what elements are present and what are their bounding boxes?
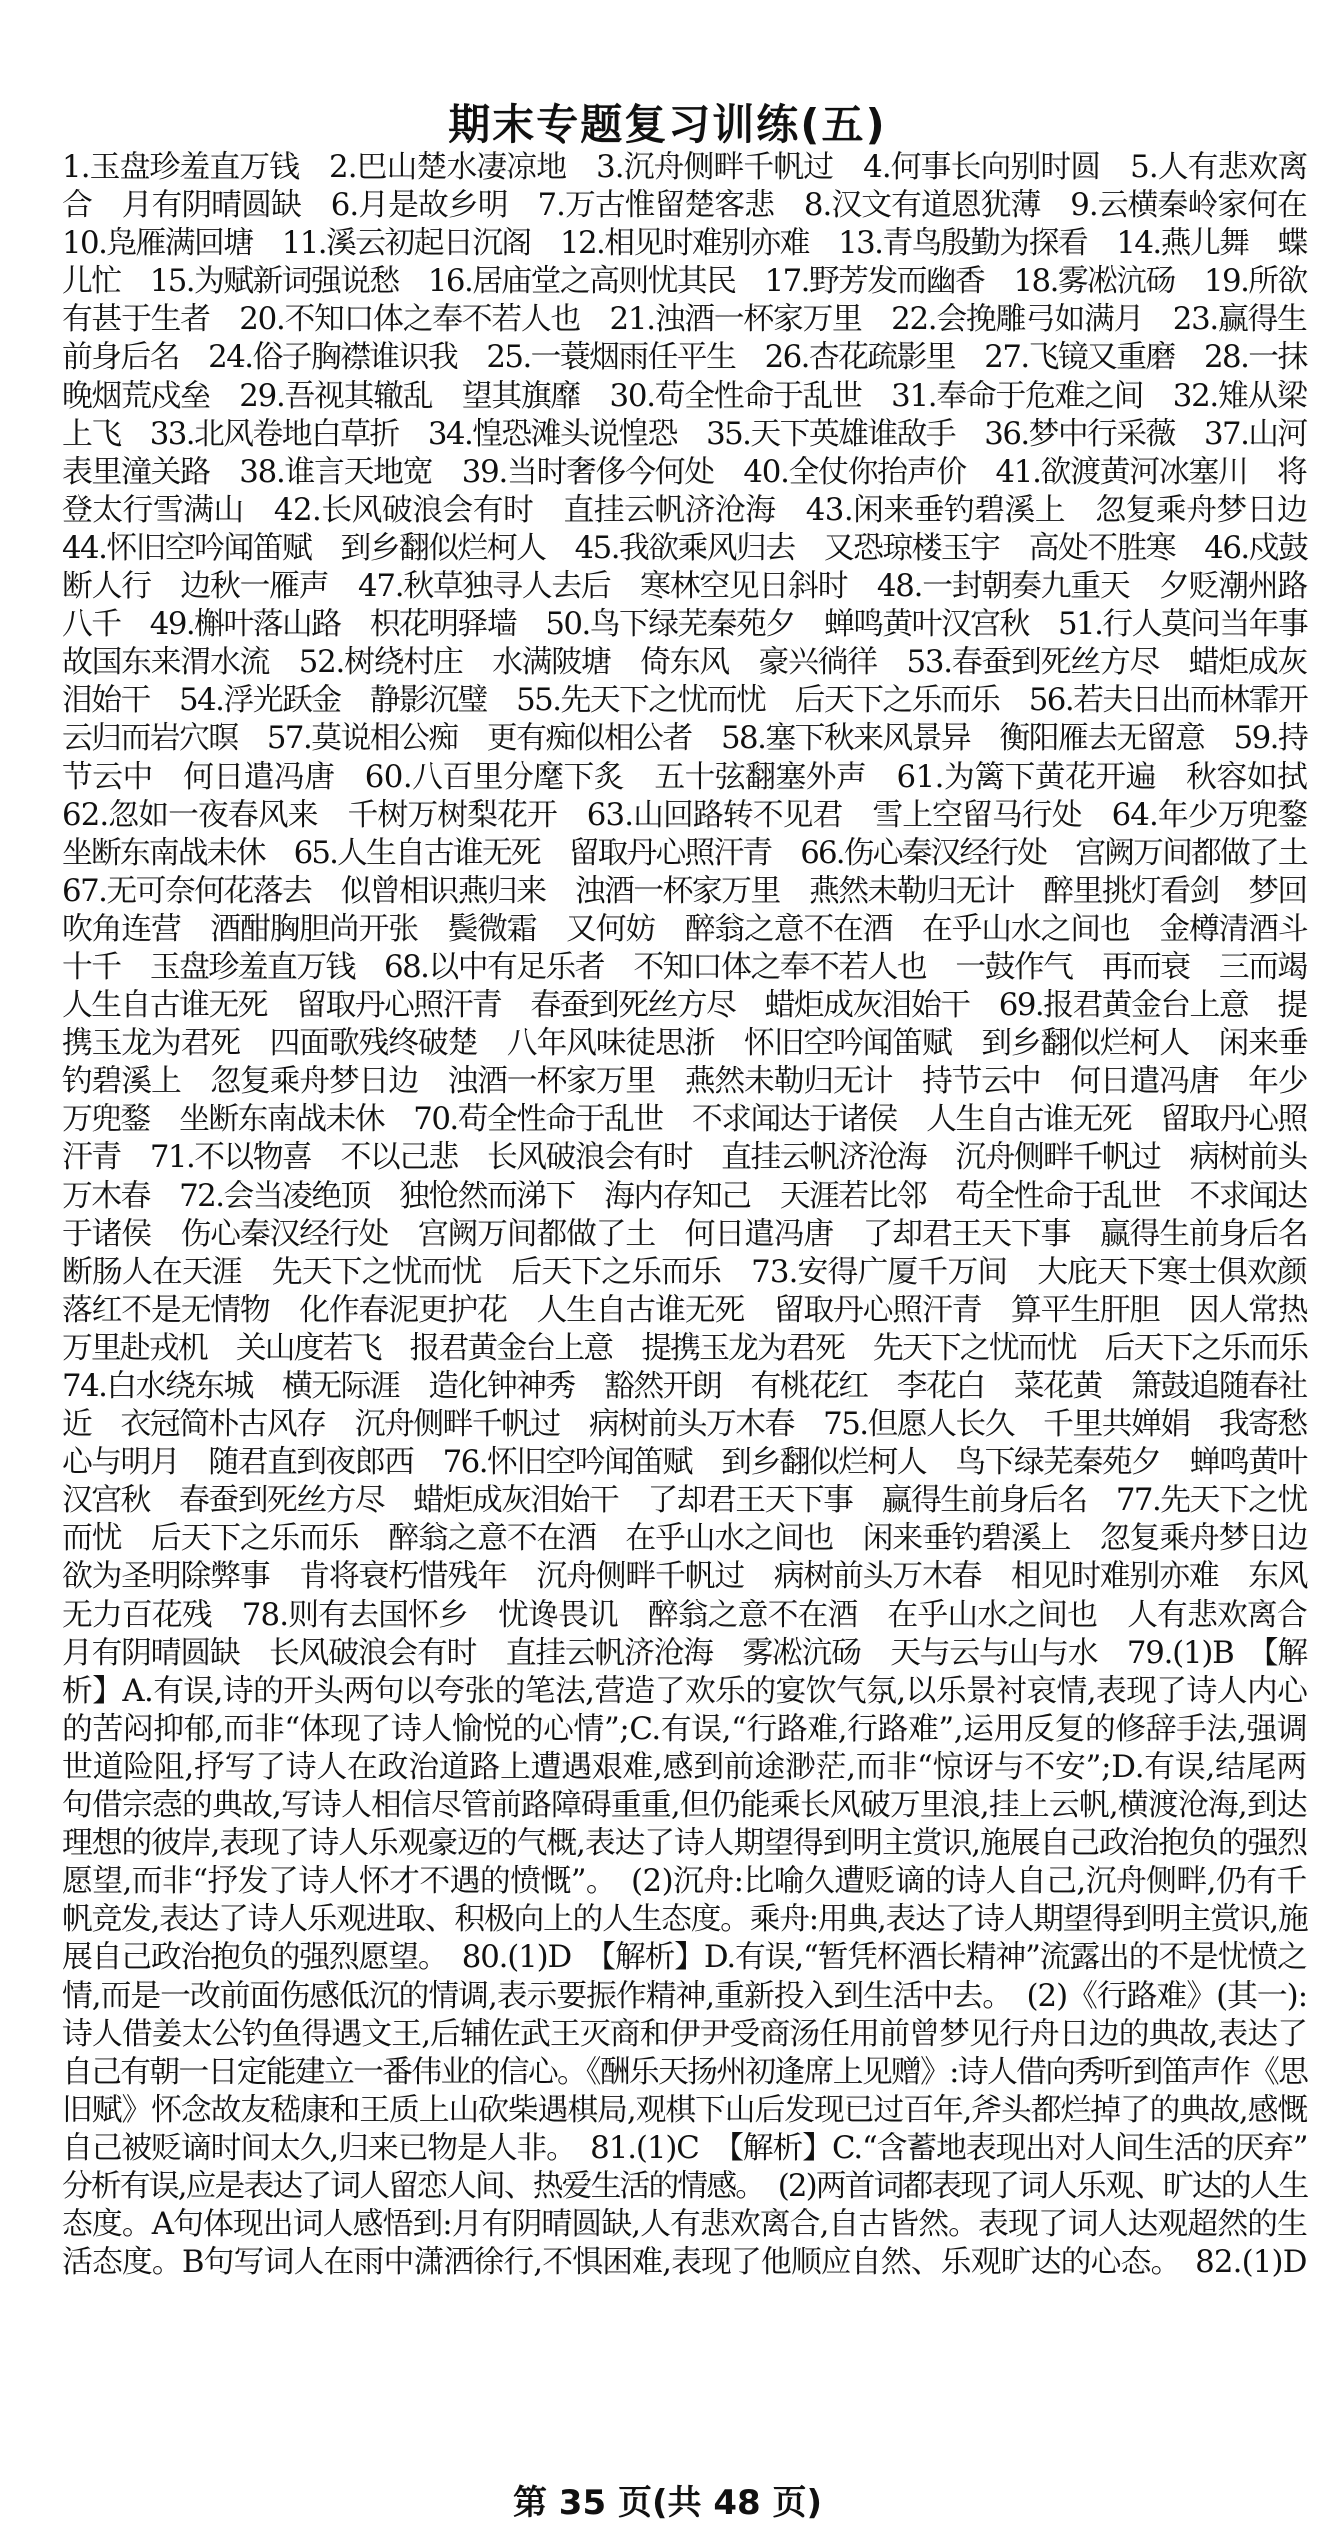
answer-line: 十千 玉盘珍羞直万钱 68.以中有足乐者 不知口体之奉不若人也 一鼓作气 再而衰 三而竭: [62, 948, 1307, 985]
answer-line: 愿望,而非“抒发了诗人怀才不遇的愤慨”。 (2)沉舟:比喻久遭贬谪的诗人自己,沉舟侧畔,仍有千: [62, 1863, 1307, 1900]
page-footer: 第 35 页(共 48 页): [512, 2483, 823, 2523]
answer-line: 人生自古谁无死 留取丹心照汗青 春蚕到死丝方尽 蜡炬成灰泪始干 69.报君黄金台上意 提: [62, 987, 1307, 1024]
answer-line: 理想的彼岸,表现了诗人乐观豪迈的气概,表达了诗人期望得到明主赏识,施展自己政治抱负的强烈: [62, 1825, 1308, 1862]
answer-line: 近 衣冠简朴古风存 沉舟侧畔千帆过 病树前头万木春 75.但愿人长久 千里共婵娟 我寄愁: [62, 1406, 1307, 1443]
answer-line: 月有阴晴圆缺 长风破浪会有时 直挂云帆济沧海 雾凇沆砀 天与云与山与水 79.(1)B 【解: [62, 1634, 1307, 1671]
answer-line: 心与明月 随君直到夜郎西 76.怀旧空吟闻笛赋 到乡翻似烂柯人 鸟下绿芜秦苑夕 蝉鸣黄叶: [62, 1444, 1307, 1481]
answer-line: 而忧 后天下之乐而乐 醉翁之意不在酒 在乎山水之间也 闲来垂钓碧溪上 忽复乘舟梦日边: [62, 1520, 1308, 1557]
answer-line: 诗人借姜太公钓鱼得遇文王,后辅佐武王灭商和伊尹受商汤任用前曾梦见行舟日边的典故,表达了: [62, 2015, 1308, 2052]
answer-line: 晚烟荒戍垒 29.吾视其辙乱 望其旗靡 30.苟全性命于乱世 31.奉命于危难之间 32.雉从梁: [62, 377, 1307, 414]
answer-line: 74.白水绕东城 横无际涯 造化钟神秀 豁然开朗 有桃花红 李花白 菜花黄 箫鼓追随春社: [62, 1368, 1307, 1404]
answer-line: 世道险阻,抒写了诗人在政治道路上遭遇艰难,感到前途渺茫,而非“惊讶与不安”;D.有误,结尾两: [62, 1748, 1307, 1785]
answer-line: 前身后名 24.俗子胸襟谁识我 25.一蓑烟雨任平生 26.杏花疏影里 27.飞镜又重磨 28.一抹: [62, 339, 1307, 376]
answer-line: 44.怀旧空吟闻笛赋 到乡翻似烂柯人 45.我欲乘风归去 又恐琼楼玉宇 高处不胜寒 46.戍鼓: [62, 529, 1308, 566]
answer-line: 自己有朝一日定能建立一番伟业的信心。《酬乐天扬州初逢席上见赠》:诗人借向秀听到笛声作《思: [62, 2053, 1308, 2090]
answer-line: 句借宗悫的典故,写诗人相信尽管前路障碍重重,但仍能乘长风破万里浪,挂上云帆,横渡沧海,到达: [62, 1787, 1307, 1824]
answer-line: 情,而是一改前面伤感低沉的情调,表示要振作精神,重新投入到生活中去。 (2)《行路难》(其一):: [62, 1977, 1308, 2014]
answer-line: 析】A.有误,诗的开头两句以夸张的笔法,营造了欢乐的宴饮气氛,以乐景衬哀情,表现了诗人内心: [62, 1672, 1308, 1709]
answer-line: 登太行雪满山 42.长风破浪会有时 直挂云帆济沧海 43.闲来垂钓碧溪上 忽复乘舟梦日边: [62, 491, 1308, 528]
answer-line: 坐断东南战未休 65.人生自古谁无死 留取丹心照汗青 66.伤心秦汉经行处 宫阙万间都做了土: [62, 834, 1307, 871]
answer-line: 钓碧溪上 忽复乘舟梦日边 浊酒一杯家万里 燕然未勒归无计 持节云中 何日遣冯唐 年少: [62, 1063, 1308, 1100]
page-title: 期末专题复习训练(五): [448, 100, 887, 149]
answer-line: 旧赋》怀念故友嵇康和王质上山砍柴遇棋局,观棋下山后发现已过百年,斧头都烂掉了的典故,感慨: [62, 2091, 1308, 2128]
answer-line: 分析有误,应是表达了词人留恋人间、热爱生活的情感。 (2)两首词都表现了词人乐观、旷达的人生: [62, 2167, 1308, 2204]
answer-line: 67.无可奈何花落去 似曾相识燕归来 浊酒一杯家万里 燕然未勒归无计 醉里挑灯看剑 梦回: [62, 872, 1307, 909]
answer-line: 欲为圣明除弊事 肯将衰朽惜残年 沉舟侧畔千帆过 病树前头万木春 相见时难别亦难 东风: [62, 1558, 1308, 1595]
answer-line: 的苦闷抑郁,而非“体现了诗人愉悦的心情”;C.有误,“行路难,行路难”,运用反复的修辞手法,强调: [62, 1710, 1308, 1747]
answer-line: 10.凫雁满回塘 11.溪云初起日沉阁 12.相见时难别亦难 13.青鸟殷勤为探看 14.燕儿舞 蝶: [62, 225, 1307, 262]
answer-line: 表里潼关路 38.谁言天地宽 39.当时奢侈今何处 40.全仗你抬声价 41.欲渡黄河冰塞川 将: [62, 453, 1307, 490]
answer-line: 1.玉盘珍羞直万钱 2.巴山楚水凄凉地 3.沉舟侧畔千帆过 4.何事长向别时圆 5.人有悲欢离: [62, 149, 1308, 185]
answer-line: 万兜鍪 坐断东南战未休 70.苟全性命于乱世 不求闻达于诸侯 人生自古谁无死 留取丹心照: [62, 1101, 1307, 1138]
answer-line: 故国东来渭水流 52.树绕村庄 水满陂塘 倚东风 豪兴徜徉 53.春蚕到死丝方尽 蜡炬成灰: [62, 644, 1308, 681]
answer-line: 节云中 何日遣冯唐 60.八百里分麾下炙 五十弦翻塞外声 61.为篱下黄花开遍 秋容如拭: [62, 758, 1308, 795]
answer-line: 断人行 边秋一雁声 47.秋草独寻人去后 寒林空见日斜时 48.一封朝奏九重天 夕贬潮州路: [62, 568, 1308, 605]
answer-line: 于诸侯 伤心秦汉经行处 宫阙万间都做了土 何日遣冯唐 了却君王天下事 赢得生前身后名: [62, 1215, 1308, 1252]
answer-line: 汗青 71.不以物喜 不以己悲 长风破浪会有时 直挂云帆济沧海 沉舟侧畔千帆过 病树前头: [62, 1139, 1307, 1176]
answer-line: 有甚于生者 20.不知口体之奉不若人也 21.浊酒一杯家万里 22.会挽雕弓如满月 23.赢得生: [62, 301, 1307, 338]
answer-line: 泪始干 54.浮光跃金 静影沉璧 55.先天下之忧而忧 后天下之乐而乐 56.若夫日出而林霏开: [62, 682, 1308, 719]
answer-line: 合 月有阴晴圆缺 6.月是故乡明 7.万古惟留楚客悲 8.汉文有道恩犹薄 9.云横秦岭家何在: [62, 187, 1307, 224]
answer-line: 云归而岩穴暝 57.莫说相公痴 更有痴似相公者 58.塞下秋来风景异 衡阳雁去无留意 59.持: [62, 720, 1308, 757]
answer-line: 上飞 33.北风卷地白草折 34.惶恐滩头说惶恐 35.天下英雄谁敌手 36.梦中行采薇 37.山河: [62, 415, 1307, 452]
answer-line: 断肠人在天涯 先天下之忧而忧 后天下之乐而乐 73.安得广厦千万间 大庇天下寒士俱欢颜: [62, 1253, 1307, 1290]
answer-line: 八千 49.槲叶落山路 枳花明驿墙 50.鸟下绿芜秦苑夕 蝉鸣黄叶汉宫秋 51.行人莫问当年事: [62, 606, 1308, 643]
answer-line: 汉宫秋 春蚕到死丝方尽 蜡炬成灰泪始干 了却君王天下事 赢得生前身后名 77.先天下之忧: [62, 1482, 1307, 1519]
answer-line: 万里赴戎机 关山度若飞 报君黄金台上意 提携玉龙为君死 先天下之忧而忧 后天下之乐而乐: [62, 1329, 1308, 1366]
answer-line: 吹角连营 酒酣胸胆尚开张 鬓微霜 又何妨 醉翁之意不在酒 在乎山水之间也 金樽清酒斗: [62, 910, 1308, 947]
answer-line: 万木春 72.会当凌绝顶 独怆然而涕下 海内存知己 天涯若比邻 苟全性命于乱世 不求闻达: [62, 1177, 1307, 1214]
answer-line: 62.忽如一夜春风来 千树万树梨花开 63.山回路转不见君 雪上空留马行处 64.年少万兜鍪: [62, 796, 1308, 833]
answer-line: 落红不是无情物 化作春泥更护花 人生自古谁无死 留取丹心照汗青 算平生肝胆 因人常热: [62, 1291, 1308, 1328]
answer-text: [62, 148, 1307, 2281]
answer-line: 儿忙 15.为赋新词强说愁 16.居庙堂之高则忧其民 17.野芳发而幽香 18.雾凇沆砀 19.所欲: [62, 263, 1307, 300]
answer-line: 展自己政治抱负的强烈愿望。 80.(1)D 【解析】D.有误,“暂凭杯酒长精神”流露出的不是忧愤之: [62, 1939, 1307, 1976]
answer-line: 携玉龙为君死 四面歌残终破楚 八年风味徒思浙 怀旧空吟闻笛赋 到乡翻似烂柯人 闲来垂: [62, 1025, 1308, 1062]
answer-line: 帆竞发,表达了诗人乐观进取、积极向上的人生态度。乘舟:用典,表达了诗人期望得到明主赏识,施: [62, 1901, 1308, 1938]
answer-line: 自己被贬谪时间太久,归来已物是人非。 81.(1)C 【解析】C.“含蓄地表现出对人间生活的厌弃”: [62, 2129, 1308, 2166]
answer-line: 态度。A句体现出词人感悟到:月有阴晴圆缺,人有悲欢离合,自古皆然。表现了词人达观超然的生: [62, 2206, 1308, 2243]
answer-line: 活态度。B句写词人在雨中潇洒徐行,不惧困难,表现了他顺应自然、乐观旷达的心态。 82.(1)D: [62, 2244, 1307, 2281]
answer-line: 无力百花残 78.则有去国怀乡 忧谗畏讥 醉翁之意不在酒 在乎山水之间也 人有悲欢离合: [62, 1596, 1307, 1633]
